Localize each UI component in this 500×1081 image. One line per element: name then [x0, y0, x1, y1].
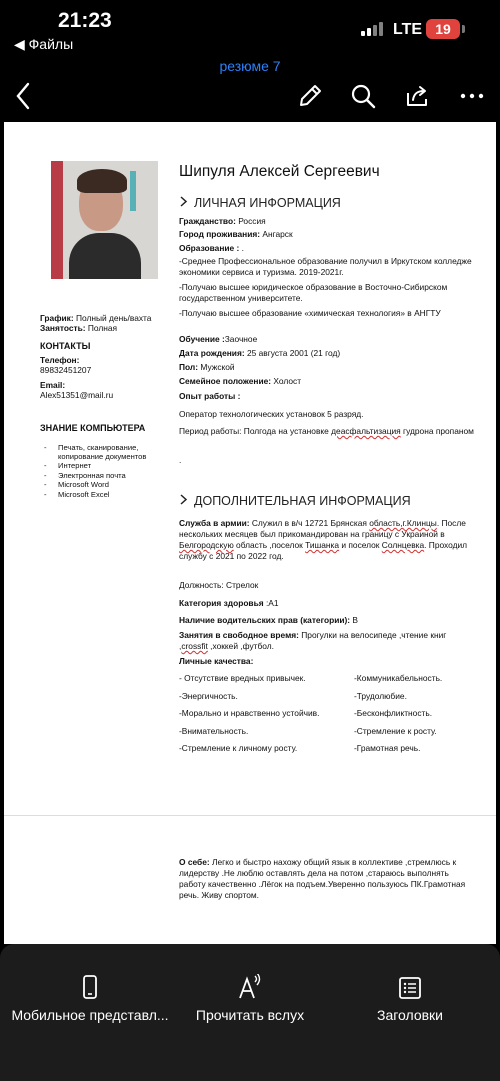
position: Должность: Стрелок	[179, 580, 259, 590]
back-to-app-link[interactable]: ◀ Файлы	[14, 36, 74, 52]
employment: Занятость: Полная	[40, 323, 118, 333]
email-value[interactable]: Alex51351@mail.ru	[40, 390, 114, 400]
quality-item: -Коммуникабельность.	[354, 673, 443, 683]
list-item: - Интернет	[44, 461, 168, 470]
study-form: Обучение :Заочное	[179, 334, 258, 344]
quality-item: -Стремление к личному росту.	[179, 743, 298, 753]
list-icon	[398, 974, 422, 1002]
education-item: -Получаю высшее образование «химическая технология» в АНГТУ	[179, 308, 441, 318]
quality-item: -Внимательность.	[179, 726, 249, 736]
phone-label: Телефон:	[40, 355, 80, 365]
list-item: - Печать, сканирование, копирование документов	[44, 443, 168, 461]
citizenship: Гражданство: Россия	[179, 216, 266, 226]
education-item: -Среднее Профессиональное образование получил в Иркутском колледже экономики сервиса и туризма. 2019-2021г.	[179, 256, 472, 277]
experience-dot: .	[179, 455, 182, 465]
search-icon	[350, 83, 376, 109]
network-type: LTE	[393, 21, 423, 38]
birth-date: Дата рождения: 25 августа 2001 (21 год)	[179, 348, 341, 358]
back-button[interactable]	[6, 78, 40, 114]
sex: Пол: Мужской	[179, 362, 235, 372]
status-time: 21:23	[58, 9, 112, 32]
quality-item: - Отсутствие вредных привычек.	[179, 673, 306, 683]
list-item: - Microsoft Word	[44, 480, 168, 489]
schedule: График: Полный день/вахта	[40, 313, 152, 323]
document-title[interactable]: резюме 7	[219, 58, 281, 74]
mobile-view-label: Мобильное представл...	[11, 1007, 169, 1023]
skills-list	[44, 443, 168, 499]
bottom-bar	[0, 944, 500, 1081]
share-button[interactable]	[400, 78, 434, 114]
extra-info-heading: ДОПОЛНИТЕЛЬНАЯ ИНФОРМАЦИЯ	[179, 494, 411, 508]
driving-license: Наличие водительских прав (категории): В	[179, 615, 358, 625]
quality-item: -Стремление к росту.	[354, 726, 437, 736]
army-service: Служба в армии: Служил в в/ч 12721 Брянская область,г.Клинцы. После нескольких месяцев был прикомандирован на границу с Украиной в Белгородскую область ,поселок Тишанка и поселок Солнцевка. Проходил службу с 2021 по 2022 год.	[179, 518, 468, 561]
chevron-left-icon	[15, 82, 31, 110]
education: Образование : .	[179, 243, 244, 253]
experience-label: Опыт работы :	[179, 391, 241, 401]
family-status: Семейное положение: Холост	[179, 376, 302, 386]
phone-value: 89832451207	[40, 365, 92, 375]
hobbies: Занятия в свободное время: Прогулки на велосипеде ,чтение книг ,crossfit ,хоккей ,футбол.	[179, 630, 447, 651]
quality-item: -Грамотная речь.	[354, 743, 421, 753]
health-category: Категория здоровья :А1	[179, 598, 279, 608]
list-item: - Microsoft Excel	[44, 490, 168, 499]
battery-tip	[462, 25, 465, 33]
candidate-name: Шипуля Алексей Сергеевич	[179, 163, 380, 180]
headings-label: Заголовки	[376, 1007, 443, 1023]
email-label: Email:	[40, 380, 66, 390]
share-icon	[404, 83, 430, 109]
phone-icon	[78, 974, 102, 1002]
quality-item: -Энергичность.	[179, 691, 238, 701]
chevron-right-icon	[179, 494, 188, 505]
more-dots-icon	[460, 92, 484, 100]
toolbar	[0, 78, 500, 116]
edit-button[interactable]	[293, 78, 327, 114]
skills-heading: ЗНАНИЕ КОМПЬЮТЕРА	[40, 423, 146, 433]
experience-item: Период работы: Полгода на установке деасфальтизация гудрона пропаном	[179, 426, 474, 436]
experience-item: Оператор технологических установок 5 разряд.	[179, 409, 364, 419]
qualities-label: Личные качества:	[179, 656, 254, 666]
education-item: -Получаю высшее юридическое образование в Восточно-Сибирском государственном университете.	[179, 282, 448, 303]
profile-photo	[51, 161, 158, 279]
about-me: О себе: Легко и быстро нахожу общий язык в коллективе ,стремлюсь к лидерству .Не люблю оставлять дела на потом ,стараюсь выполнять работу качественно .Лёгок на подъем.Уверенно пользуюсь ПК.Грамотная речь. Живу спортом.	[179, 857, 466, 900]
document-page[interactable]	[4, 122, 496, 944]
read-aloud-label: Прочитать вслух	[195, 1007, 305, 1023]
battery-indicator: 19	[426, 19, 460, 39]
contacts-heading: КОНТАКТЫ	[40, 341, 91, 351]
chevron-right-icon	[179, 196, 188, 207]
search-button[interactable]	[346, 78, 380, 114]
list-item: - Электронная почта	[44, 471, 168, 480]
read-aloud-icon	[238, 974, 262, 1002]
quality-item: -Трудолюбие.	[354, 691, 407, 701]
page-separator	[4, 815, 496, 816]
city: Город проживания: Ангарск	[179, 229, 293, 239]
quality-item: -Морально и нравственно устойчив.	[179, 708, 320, 718]
status-bar	[0, 0, 500, 60]
quality-item: -Бесконфликтность.	[354, 708, 433, 718]
signal-icon	[361, 22, 383, 36]
personal-info-heading: ЛИЧНАЯ ИНФОРМАЦИЯ	[179, 196, 341, 210]
pencil-icon	[297, 83, 323, 109]
more-button[interactable]	[455, 78, 489, 114]
